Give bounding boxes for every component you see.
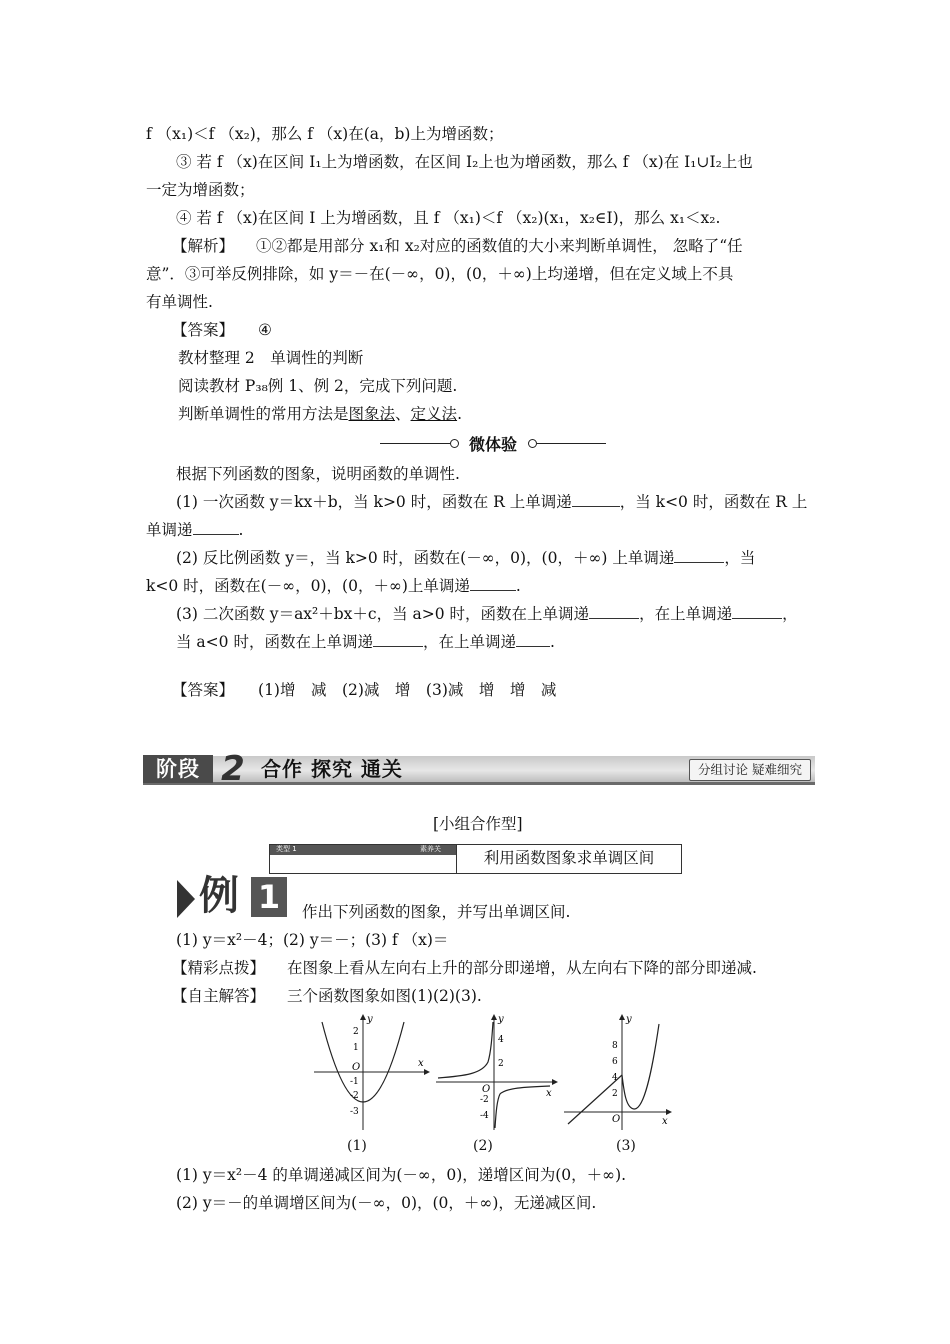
- period: .: [549, 633, 555, 651]
- stage-banner: [143, 749, 815, 789]
- answer-blank: [516, 632, 550, 647]
- q2-text: (2) 反比例函数 y＝，当 k>0 时，函数在(－∞，0)，(0，＋∞) 上单调递: [176, 549, 675, 567]
- stage-label: 阶段: [143, 755, 213, 783]
- q1-text-b: ，当 k<0 时，函数在 R 上: [619, 493, 808, 511]
- text-line: f （x₁)＜f （x₂)，那么 f （x)在(a，b)上为增函数；: [146, 125, 504, 143]
- answer-line: [172, 679, 556, 701]
- answer-blank: [373, 632, 423, 647]
- material-read: 阅读教材 P₃₈例 1、例 2，完成下列问题.: [178, 377, 458, 395]
- figure-3-graph: [562, 1012, 674, 1132]
- tick-label: -2: [480, 1095, 489, 1105]
- methods-prefix: 判断单调性的常用方法是: [178, 405, 349, 423]
- q3-text-c: 当 a<0 时，函数在上单调递: [176, 633, 373, 651]
- exercise-q2: [176, 547, 755, 569]
- x-label: x: [418, 1058, 424, 1069]
- methods-sep: 、: [395, 405, 411, 423]
- answer-blank: [674, 548, 724, 563]
- q3-text-b: ，在上单调递: [639, 605, 733, 623]
- analysis-label: 【解析】: [172, 237, 235, 255]
- period: .: [515, 577, 521, 595]
- example-badge: [177, 874, 287, 918]
- solve-text: 三个函数图象如图(1)(2)(3).: [287, 987, 482, 1005]
- conclusion-line: (1) y＝x²－4 的单调递减区间为(－∞，0)，递增区间为(0，＋∞).: [176, 1166, 627, 1184]
- y-label: y: [498, 1014, 504, 1025]
- parabola-segment: [622, 1024, 659, 1109]
- answer-label: 【答案】: [172, 681, 235, 699]
- y-label: y: [367, 1014, 373, 1025]
- period: .: [238, 521, 244, 539]
- type-label: 类型 1: [276, 845, 297, 853]
- q1-text-c: 单调递: [146, 521, 193, 539]
- answer-value: (1)增 减 (2)减 增 (3)减 增 增 减: [258, 681, 557, 699]
- conclusion-line: (2) y＝－的单调增区间为(－∞，0)，(0，＋∞)，无递减区间.: [176, 1194, 597, 1212]
- example-prompt: 作出下列函数的图象，并写出单调区间.: [302, 903, 571, 921]
- material-methods: [178, 403, 462, 425]
- tick-label: 2: [498, 1059, 504, 1069]
- text-line: ③ 若 f （x)在区间 I₁上为增函数，在区间 I₂上也为增函数，那么 f （x)在 I₁∪I₂上也: [176, 153, 753, 171]
- solve-label: 【自主解答】: [172, 987, 266, 1005]
- type-box-title: 利用函数图象求单调区间: [483, 849, 655, 867]
- y-label: y: [626, 1014, 632, 1025]
- q2-text-c: k<0 时，函数在(－∞，0)，(0，＋∞)上单调递: [146, 577, 470, 595]
- solve-line: [172, 985, 482, 1007]
- origin-label: O: [482, 1084, 491, 1095]
- hint-line: [172, 957, 757, 979]
- q1-text: (1) 一次函数 y＝kx＋b，当 k>0 时，函数在 R 上单调递: [176, 493, 572, 511]
- origin-label: O: [352, 1062, 361, 1073]
- answer-value: ④: [258, 321, 272, 339]
- method-graph: 图象法: [348, 405, 396, 423]
- exercise-q1: [176, 491, 807, 513]
- tick-label: 2: [353, 1027, 359, 1037]
- example-char: 例: [199, 873, 239, 919]
- exercise-q3: [176, 603, 798, 625]
- tick-label: -2: [350, 1091, 359, 1101]
- analysis-line: [172, 235, 743, 257]
- answer-line: [172, 319, 272, 341]
- x-axis-arrow-icon: [666, 1109, 672, 1115]
- exercise-q1-cont: [146, 519, 243, 541]
- figure-caption: (1): [347, 1138, 367, 1154]
- q3-text-d: ，在上单调递: [422, 633, 516, 651]
- figure-caption: (3): [616, 1138, 636, 1154]
- answer-blank: [470, 576, 516, 591]
- x-axis-arrow-icon: [552, 1079, 558, 1085]
- figure-caption: (2): [473, 1138, 493, 1154]
- origin-label: O: [612, 1114, 621, 1125]
- exercise-intro: 根据下列函数的图象，说明函数的单调性.: [176, 465, 460, 483]
- hint-text: 在图象上看从左向右上升的部分即递增，从左向右下降的部分即递减.: [287, 959, 757, 977]
- exercise-q2-cont: [146, 575, 521, 597]
- q3-text: (3) 二次函数 y＝ax²＋bx＋c，当 a>0 时，函数在上单调递: [176, 605, 590, 623]
- type-box: [269, 844, 682, 874]
- hyperbola-branch-left: [438, 1022, 493, 1078]
- stage-tag: 分组讨论 疑难细究: [689, 759, 811, 781]
- tick-label: -1: [350, 1077, 359, 1087]
- tick-label: 8: [612, 1041, 618, 1051]
- divider-rule-right: [537, 443, 606, 444]
- answer-blank: [732, 604, 782, 619]
- example-arrow-icon: [177, 880, 195, 918]
- type-tag: 素养关: [420, 845, 441, 853]
- figure-1-graph: [312, 1012, 430, 1132]
- answer-blank: [572, 492, 620, 507]
- text-line: ④ 若 f （x)在区间 I 上为增函数，且 f （x₁)＜f （x₂)(x₁，x₂∈I)，那么 x₁＜x₂.: [176, 209, 721, 227]
- text-line: 意”．③可举反例排除，如 y＝－在(－∞，0)，(0，＋∞)上均递增，但在定义域上不具: [146, 265, 734, 283]
- x-label: x: [662, 1116, 668, 1127]
- exercise-q3-cont: [176, 631, 555, 653]
- figure-2-graph: [434, 1012, 558, 1132]
- x-axis-arrow-icon: [424, 1069, 430, 1075]
- material-title: 教材整理 2 单调性的判断: [178, 349, 364, 367]
- example-number: 1: [251, 877, 287, 917]
- tick-label: 1: [353, 1043, 359, 1053]
- section-title: 微体验: [468, 435, 517, 454]
- tick-label: -3: [350, 1107, 359, 1117]
- q2-text-b: ，当: [724, 549, 756, 567]
- text-line: 有单调性.: [146, 293, 213, 311]
- text-line: 一定为增函数；: [146, 181, 255, 199]
- comma: ，: [782, 605, 798, 623]
- methods-end: .: [457, 405, 462, 423]
- stage-number: 2: [221, 749, 245, 789]
- stage-heading: 合作 探究 通关: [261, 757, 403, 781]
- group-type: [小组合作型]: [433, 815, 523, 833]
- hyperbola-branch-right: [495, 1086, 550, 1128]
- example-functions: (1) y＝x²－4；(2) y＝－；(3) f （x)＝: [176, 931, 449, 949]
- answer-blank: [589, 604, 639, 619]
- answer-label: 【答案】: [172, 321, 235, 339]
- tick-label: 6: [612, 1057, 618, 1067]
- section-divider: [380, 432, 606, 454]
- y-axis-arrow-icon: [619, 1014, 625, 1020]
- hint-label: 【精彩点拨】: [172, 959, 266, 977]
- y-axis-arrow-icon: [491, 1014, 497, 1020]
- analysis-text: ①②都是用部分 x₁和 x₂对应的函数值的大小来判断单调性， 忽略了“任: [256, 237, 743, 255]
- tick-label: -4: [480, 1111, 489, 1121]
- x-label: x: [546, 1088, 552, 1099]
- type-box-band: [270, 845, 456, 855]
- tick-label: 2: [612, 1089, 618, 1099]
- divider-dot-right: [528, 439, 537, 448]
- tick-label: 4: [498, 1035, 504, 1045]
- answer-blank: [193, 520, 239, 535]
- y-axis-arrow-icon: [360, 1014, 366, 1020]
- method-definition: 定义法: [410, 405, 458, 423]
- tick-label: 4: [612, 1073, 618, 1083]
